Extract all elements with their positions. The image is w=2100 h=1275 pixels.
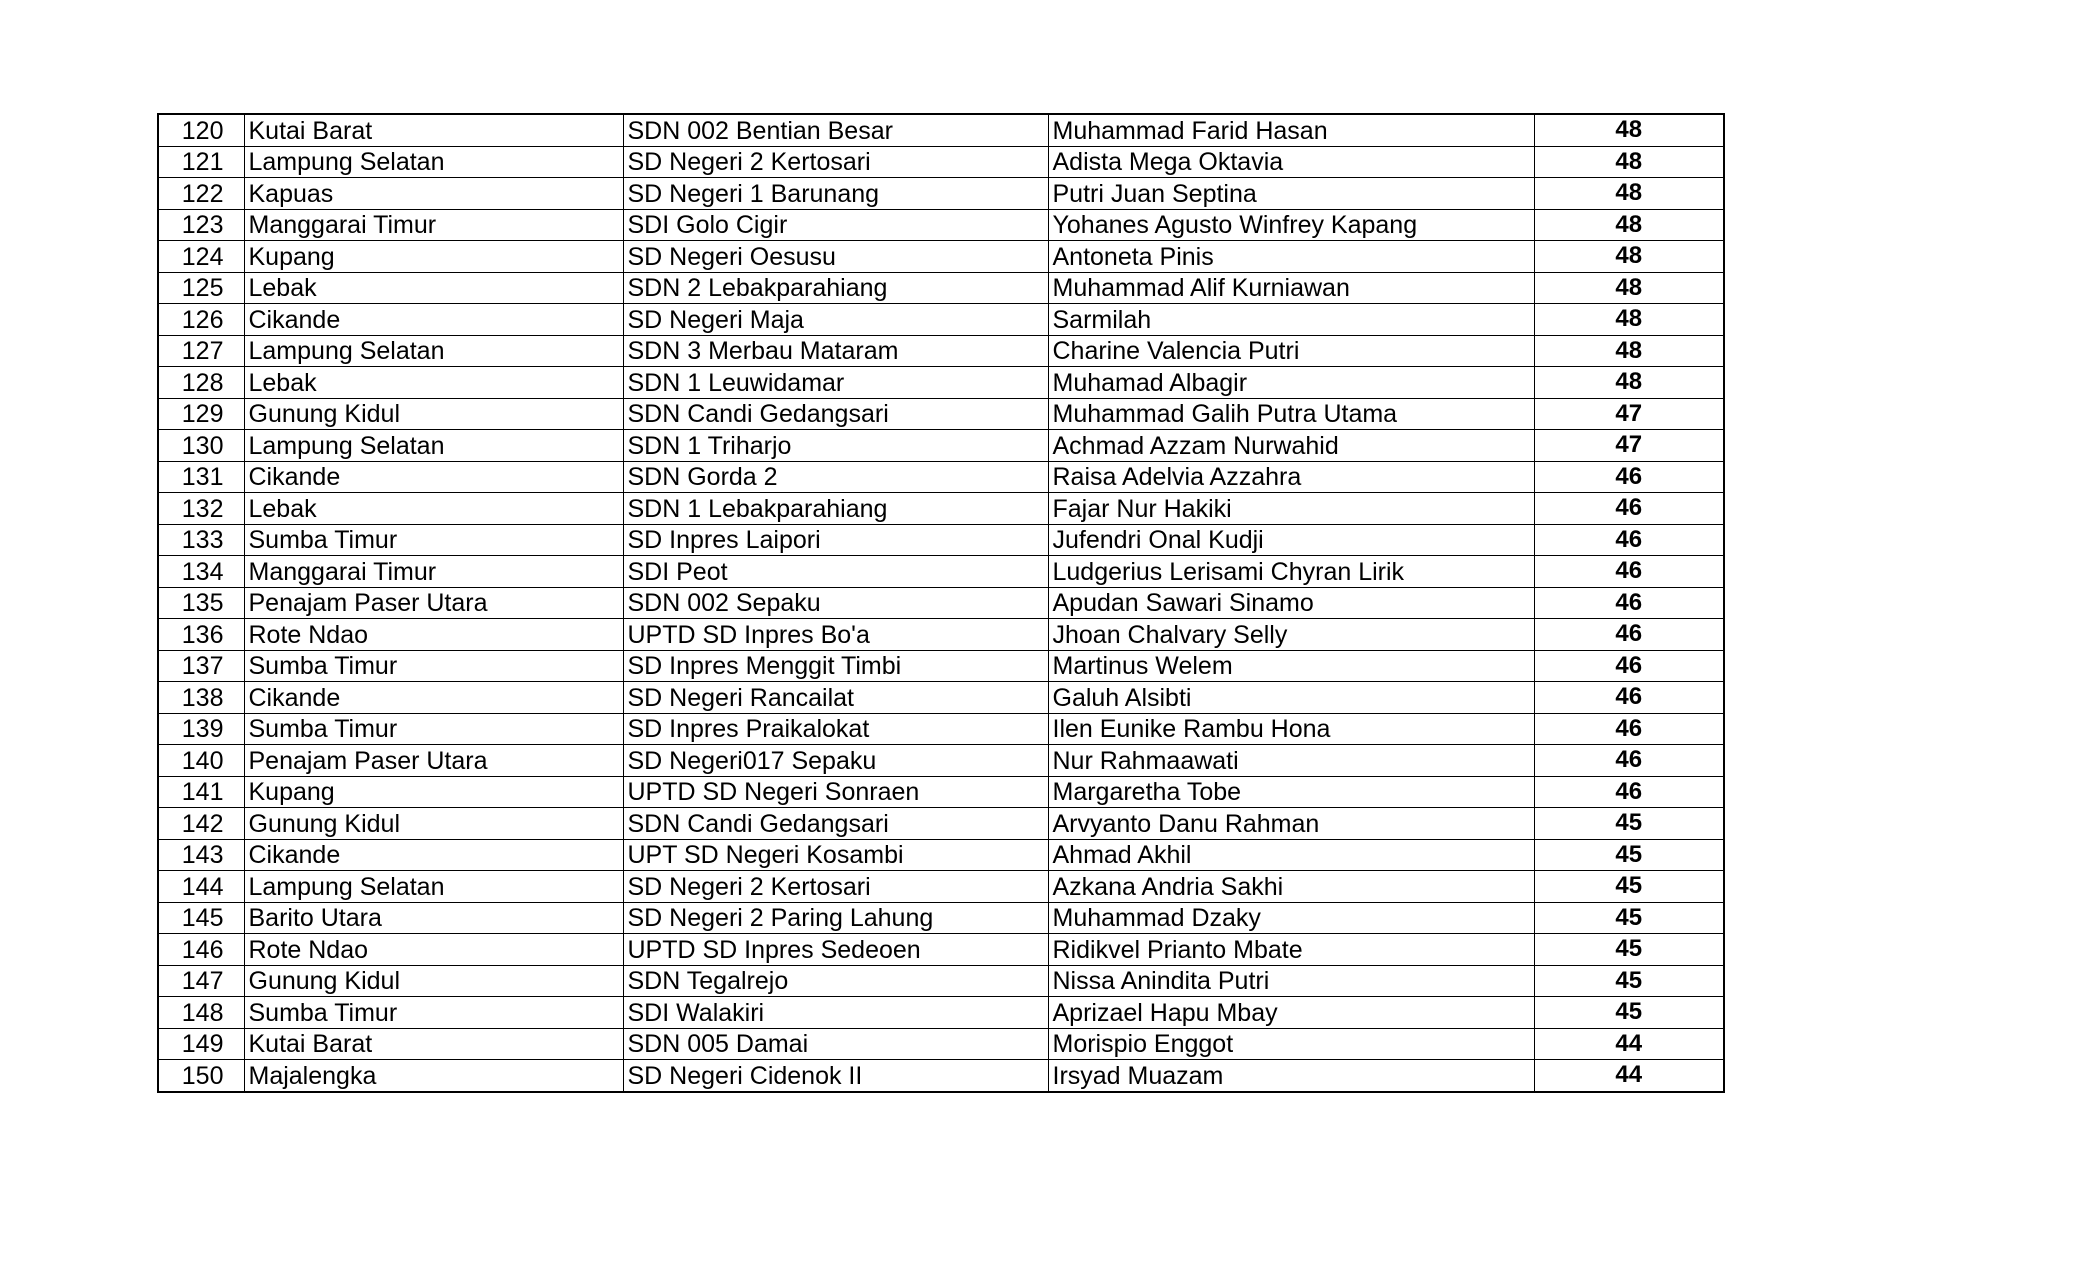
row-number-cell: 131	[158, 461, 244, 493]
student-name-cell: Raisa Adelvia Azzahra	[1048, 461, 1534, 493]
student-name-cell: Galuh Alsibti	[1048, 682, 1534, 714]
student-name-cell: Martinus Welem	[1048, 650, 1534, 682]
table-row	[158, 934, 1724, 966]
row-number-cell: 128	[158, 367, 244, 399]
student-name-cell: Fajar Nur Hakiki	[1048, 493, 1534, 525]
student-name-cell: Muhammad Alif Kurniawan	[1048, 272, 1534, 304]
student-name-cell: Aprizael Hapu Mbay	[1048, 997, 1534, 1029]
school-cell: SD Negeri 2 Kertosari	[623, 146, 1048, 178]
region-cell: Rote Ndao	[244, 934, 623, 966]
score-cell: 46	[1534, 776, 1724, 808]
school-cell: SD Negeri 2 Kertosari	[623, 871, 1048, 903]
table-row	[158, 871, 1724, 903]
row-number-cell: 123	[158, 209, 244, 241]
score-cell: 45	[1534, 808, 1724, 840]
region-cell: Cikande	[244, 304, 623, 336]
table-row	[158, 398, 1724, 430]
student-name-cell: Achmad Azzam Nurwahid	[1048, 430, 1534, 462]
table-row	[158, 556, 1724, 588]
school-cell: SDN 2 Lebakparahiang	[623, 272, 1048, 304]
student-name-cell: Muhammad Farid Hasan	[1048, 114, 1534, 146]
score-cell: 46	[1534, 556, 1724, 588]
row-number-cell: 129	[158, 398, 244, 430]
table-row	[158, 430, 1724, 462]
table-row	[158, 997, 1724, 1029]
student-name-cell: Putri Juan Septina	[1048, 178, 1534, 210]
row-number-cell: 124	[158, 241, 244, 273]
region-cell: Gunung Kidul	[244, 808, 623, 840]
school-cell: SDN 1 Leuwidamar	[623, 367, 1048, 399]
table-row	[158, 650, 1724, 682]
score-cell: 48	[1534, 114, 1724, 146]
region-cell: Majalengka	[244, 1060, 623, 1092]
table-row	[158, 524, 1724, 556]
score-cell: 47	[1534, 430, 1724, 462]
score-cell: 46	[1534, 682, 1724, 714]
region-cell: Sumba Timur	[244, 713, 623, 745]
region-cell: Lampung Selatan	[244, 335, 623, 367]
region-cell: Sumba Timur	[244, 997, 623, 1029]
student-name-cell: Margaretha Tobe	[1048, 776, 1534, 808]
row-number-cell: 146	[158, 934, 244, 966]
region-cell: Lebak	[244, 272, 623, 304]
region-cell: Rote Ndao	[244, 619, 623, 651]
school-cell: SD Inpres Laipori	[623, 524, 1048, 556]
score-cell: 46	[1534, 745, 1724, 777]
row-number-cell: 125	[158, 272, 244, 304]
region-cell: Manggarai Timur	[244, 556, 623, 588]
school-cell: SD Negeri 2 Paring Lahung	[623, 902, 1048, 934]
table-row	[158, 808, 1724, 840]
score-cell: 46	[1534, 619, 1724, 651]
region-cell: Lebak	[244, 493, 623, 525]
score-cell: 48	[1534, 146, 1724, 178]
student-name-cell: Adista Mega Oktavia	[1048, 146, 1534, 178]
table-row	[158, 304, 1724, 336]
region-cell: Kupang	[244, 776, 623, 808]
region-cell: Penajam Paser Utara	[244, 587, 623, 619]
table-row	[158, 713, 1724, 745]
table-row	[158, 272, 1724, 304]
score-cell: 45	[1534, 902, 1724, 934]
region-cell: Kutai Barat	[244, 114, 623, 146]
school-cell: SDN 3 Merbau Mataram	[623, 335, 1048, 367]
region-cell: Lampung Selatan	[244, 146, 623, 178]
results-table-body	[158, 114, 1724, 1092]
table-row	[158, 965, 1724, 997]
table-row	[158, 114, 1724, 146]
row-number-cell: 141	[158, 776, 244, 808]
school-cell: SDN 005 Damai	[623, 1028, 1048, 1060]
score-cell: 48	[1534, 304, 1724, 336]
results-table	[157, 113, 1725, 1093]
row-number-cell: 144	[158, 871, 244, 903]
student-name-cell: Ridikvel Prianto Mbate	[1048, 934, 1534, 966]
student-name-cell: Ahmad Akhil	[1048, 839, 1534, 871]
row-number-cell: 148	[158, 997, 244, 1029]
school-cell: SD Negeri017 Sepaku	[623, 745, 1048, 777]
student-name-cell: Ludgerius Lerisami Chyran Lirik	[1048, 556, 1534, 588]
table-row	[158, 178, 1724, 210]
student-name-cell: Morispio Enggot	[1048, 1028, 1534, 1060]
row-number-cell: 149	[158, 1028, 244, 1060]
school-cell: SD Inpres Praikalokat	[623, 713, 1048, 745]
row-number-cell: 122	[158, 178, 244, 210]
school-cell: SD Inpres Menggit Timbi	[623, 650, 1048, 682]
row-number-cell: 133	[158, 524, 244, 556]
row-number-cell: 139	[158, 713, 244, 745]
row-number-cell: 137	[158, 650, 244, 682]
row-number-cell: 142	[158, 808, 244, 840]
score-cell: 45	[1534, 839, 1724, 871]
row-number-cell: 138	[158, 682, 244, 714]
score-cell: 48	[1534, 335, 1724, 367]
school-cell: SD Negeri 1 Barunang	[623, 178, 1048, 210]
school-cell: SDN Candi Gedangsari	[623, 398, 1048, 430]
student-name-cell: Charine Valencia Putri	[1048, 335, 1534, 367]
score-cell: 45	[1534, 934, 1724, 966]
region-cell: Cikande	[244, 461, 623, 493]
score-cell: 48	[1534, 178, 1724, 210]
student-name-cell: Arvyanto Danu Rahman	[1048, 808, 1534, 840]
school-cell: SD Negeri Oesusu	[623, 241, 1048, 273]
region-cell: Lampung Selatan	[244, 430, 623, 462]
student-name-cell: Nissa Anindita Putri	[1048, 965, 1534, 997]
table-row	[158, 461, 1724, 493]
school-cell: SDI Walakiri	[623, 997, 1048, 1029]
school-cell: UPTD SD Negeri Sonraen	[623, 776, 1048, 808]
table-row	[158, 146, 1724, 178]
student-name-cell: Sarmilah	[1048, 304, 1534, 336]
table-row	[158, 745, 1724, 777]
region-cell: Kapuas	[244, 178, 623, 210]
student-name-cell: Muhamad Albagir	[1048, 367, 1534, 399]
row-number-cell: 130	[158, 430, 244, 462]
table-row	[158, 209, 1724, 241]
score-cell: 45	[1534, 965, 1724, 997]
score-cell: 48	[1534, 209, 1724, 241]
school-cell: SDN 1 Triharjo	[623, 430, 1048, 462]
school-cell: SDN Tegalrejo	[623, 965, 1048, 997]
school-cell: SD Negeri Maja	[623, 304, 1048, 336]
student-name-cell: Ilen Eunike Rambu Hona	[1048, 713, 1534, 745]
region-cell: Lampung Selatan	[244, 871, 623, 903]
school-cell: SD Negeri Cidenok II	[623, 1060, 1048, 1092]
region-cell: Kupang	[244, 241, 623, 273]
score-cell: 48	[1534, 241, 1724, 273]
region-cell: Gunung Kidul	[244, 398, 623, 430]
score-cell: 48	[1534, 272, 1724, 304]
table-row	[158, 587, 1724, 619]
table-row	[158, 1060, 1724, 1092]
score-cell: 46	[1534, 713, 1724, 745]
student-name-cell: Jhoan Chalvary Selly	[1048, 619, 1534, 651]
region-cell: Manggarai Timur	[244, 209, 623, 241]
school-cell: UPT SD Negeri Kosambi	[623, 839, 1048, 871]
table-row	[158, 776, 1724, 808]
row-number-cell: 127	[158, 335, 244, 367]
region-cell: Cikande	[244, 682, 623, 714]
region-cell: Barito Utara	[244, 902, 623, 934]
school-cell: SDI Peot	[623, 556, 1048, 588]
score-cell: 46	[1534, 587, 1724, 619]
student-name-cell: Nur Rahmaawati	[1048, 745, 1534, 777]
region-cell: Lebak	[244, 367, 623, 399]
student-name-cell: Yohanes Agusto Winfrey Kapang	[1048, 209, 1534, 241]
score-cell: 45	[1534, 997, 1724, 1029]
table-row	[158, 1028, 1724, 1060]
student-name-cell: Muhammad Galih Putra Utama	[1048, 398, 1534, 430]
score-cell: 45	[1534, 871, 1724, 903]
student-name-cell: Apudan Sawari Sinamo	[1048, 587, 1534, 619]
school-cell: SDI Golo Cigir	[623, 209, 1048, 241]
row-number-cell: 120	[158, 114, 244, 146]
row-number-cell: 147	[158, 965, 244, 997]
region-cell: Penajam Paser Utara	[244, 745, 623, 777]
row-number-cell: 135	[158, 587, 244, 619]
student-name-cell: Irsyad Muazam	[1048, 1060, 1534, 1092]
school-cell: SDN 1 Lebakparahiang	[623, 493, 1048, 525]
student-name-cell: Antoneta Pinis	[1048, 241, 1534, 273]
table-row	[158, 902, 1724, 934]
table-row	[158, 839, 1724, 871]
school-cell: SDN 002 Bentian Besar	[623, 114, 1048, 146]
student-name-cell: Muhammad Dzaky	[1048, 902, 1534, 934]
row-number-cell: 143	[158, 839, 244, 871]
table-row	[158, 619, 1724, 651]
score-cell: 48	[1534, 367, 1724, 399]
region-cell: Sumba Timur	[244, 650, 623, 682]
score-cell: 46	[1534, 650, 1724, 682]
table-row	[158, 241, 1724, 273]
student-name-cell: Azkana Andria Sakhi	[1048, 871, 1534, 903]
row-number-cell: 134	[158, 556, 244, 588]
row-number-cell: 126	[158, 304, 244, 336]
table-row	[158, 682, 1724, 714]
score-cell: 46	[1534, 493, 1724, 525]
row-number-cell: 121	[158, 146, 244, 178]
school-cell: SDN 002 Sepaku	[623, 587, 1048, 619]
student-name-cell: Jufendri Onal Kudji	[1048, 524, 1534, 556]
score-cell: 47	[1534, 398, 1724, 430]
region-cell: Sumba Timur	[244, 524, 623, 556]
region-cell: Cikande	[244, 839, 623, 871]
table-row	[158, 335, 1724, 367]
region-cell: Kutai Barat	[244, 1028, 623, 1060]
score-cell: 44	[1534, 1060, 1724, 1092]
school-cell: SD Negeri Rancailat	[623, 682, 1048, 714]
row-number-cell: 140	[158, 745, 244, 777]
score-cell: 44	[1534, 1028, 1724, 1060]
row-number-cell: 150	[158, 1060, 244, 1092]
school-cell: UPTD SD Inpres Bo'a	[623, 619, 1048, 651]
row-number-cell: 145	[158, 902, 244, 934]
row-number-cell: 136	[158, 619, 244, 651]
school-cell: UPTD SD Inpres Sedeoen	[623, 934, 1048, 966]
row-number-cell: 132	[158, 493, 244, 525]
region-cell: Gunung Kidul	[244, 965, 623, 997]
school-cell: SDN Gorda 2	[623, 461, 1048, 493]
table-row	[158, 367, 1724, 399]
score-cell: 46	[1534, 461, 1724, 493]
school-cell: SDN Candi Gedangsari	[623, 808, 1048, 840]
table-row	[158, 493, 1724, 525]
score-cell: 46	[1534, 524, 1724, 556]
